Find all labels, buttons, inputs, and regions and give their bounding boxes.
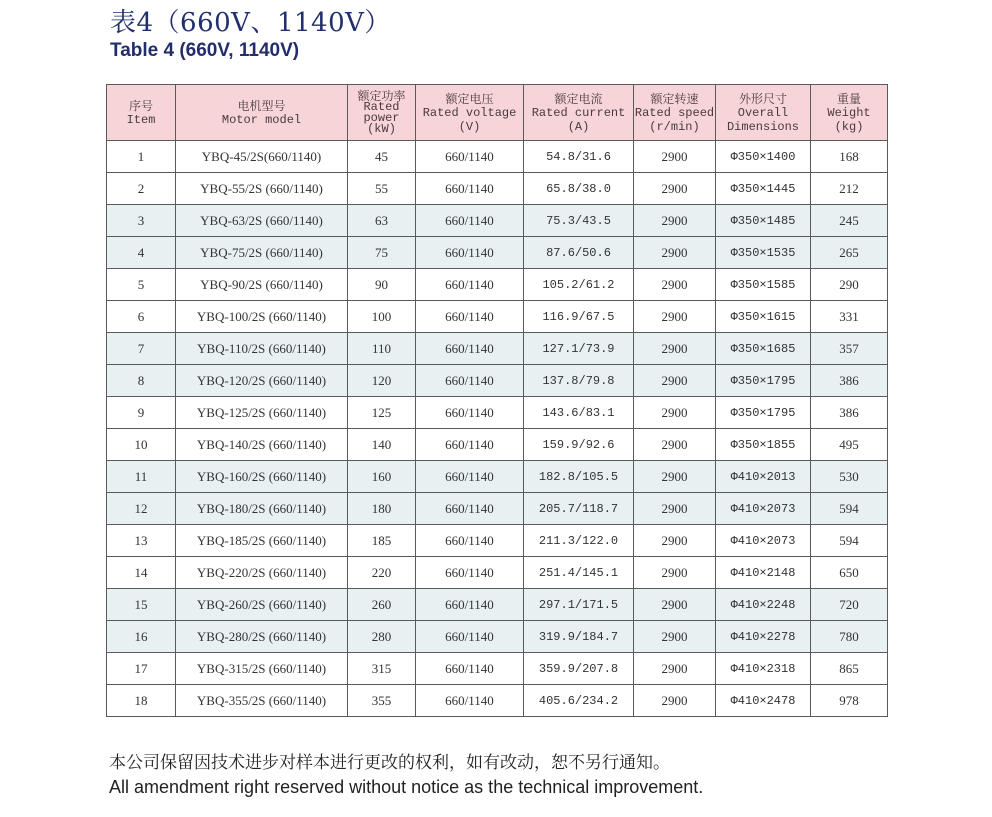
table-cell-rated-power: 140: [348, 429, 416, 461]
table-cell-weight: 594: [811, 493, 888, 525]
table-cell-rated-power: 110: [348, 333, 416, 365]
table-cell-item: 15: [107, 589, 176, 621]
table-cell-motor-model: YBQ-100/2S (660/1140): [176, 301, 348, 333]
table-cell-rated-voltage: 660/1140: [416, 365, 524, 397]
table-row: [107, 141, 888, 173]
table-cell-overall-dimensions: Φ350×1445: [716, 173, 811, 205]
table-cell-rated-power: 355: [348, 685, 416, 717]
table-cell-motor-model: YBQ-63/2S (660/1140): [176, 205, 348, 237]
table-cell-rated-current: 127.1/73.9: [524, 333, 634, 365]
table-cell-rated-current: 75.3/43.5: [524, 205, 634, 237]
table-cell-rated-current: 251.4/145.1: [524, 557, 634, 589]
column-header-en: Overall: [737, 105, 789, 120]
table-cell-overall-dimensions: Φ350×1855: [716, 429, 811, 461]
table-cell-rated-voltage: 660/1140: [416, 237, 524, 269]
column-header-cn: 额定电流: [554, 91, 603, 106]
table-cell-rated-current: 116.9/67.5: [524, 301, 634, 333]
table-cell-weight: 245: [811, 205, 888, 237]
table-cell-rated-current: 211.3/122.0: [524, 525, 634, 557]
table-cell-item: 3: [107, 205, 176, 237]
table-cell-rated-speed: 2900: [634, 493, 716, 525]
table-cell-motor-model: YBQ-160/2S (660/1140): [176, 461, 348, 493]
column-header-en: Dimensions: [726, 119, 799, 134]
table-cell-motor-model: YBQ-55/2S (660/1140): [176, 173, 348, 205]
table-cell-rated-power: 90: [348, 269, 416, 301]
column-header-overall-dimensions: [716, 85, 811, 141]
column-header-en: Rated voltage: [422, 105, 517, 120]
table-cell-overall-dimensions: Φ350×1795: [716, 397, 811, 429]
table-cell-item: 17: [107, 653, 176, 685]
column-header-en: Item: [126, 112, 156, 127]
table-cell-rated-speed: 2900: [634, 141, 716, 173]
table-cell-rated-current: 159.9/92.6: [524, 429, 634, 461]
table-cell-rated-power: 45: [348, 141, 416, 173]
table-row: [107, 397, 888, 429]
table-row: [107, 461, 888, 493]
table-cell-overall-dimensions: Φ350×1685: [716, 333, 811, 365]
table-cell-motor-model: YBQ-315/2S (660/1140): [176, 653, 348, 685]
table-cell-rated-voltage: 660/1140: [416, 461, 524, 493]
table-cell-rated-speed: 2900: [634, 365, 716, 397]
table-cell-rated-voltage: 660/1140: [416, 589, 524, 621]
table-cell-rated-voltage: 660/1140: [416, 397, 524, 429]
table-cell-overall-dimensions: Φ350×1585: [716, 269, 811, 301]
table-cell-rated-current: 359.9/207.8: [524, 653, 634, 685]
table-cell-rated-current: 105.2/61.2: [524, 269, 634, 301]
table-cell-rated-speed: 2900: [634, 589, 716, 621]
table-cell-weight: 650: [811, 557, 888, 589]
table-cell-overall-dimensions: Φ350×1535: [716, 237, 811, 269]
table-row: [107, 653, 888, 685]
table-cell-rated-power: 160: [348, 461, 416, 493]
table-row: [107, 621, 888, 653]
table-cell-rated-voltage: 660/1140: [416, 141, 524, 173]
table-row: [107, 301, 888, 333]
column-header-cn: 外形尺寸: [738, 91, 787, 106]
table-cell-rated-voltage: 660/1140: [416, 493, 524, 525]
table-cell-overall-dimensions: Φ410×2073: [716, 493, 811, 525]
column-header-en: (kg): [834, 119, 864, 134]
table-cell-item: 9: [107, 397, 176, 429]
table-row: [107, 525, 888, 557]
table-row: [107, 429, 888, 461]
table-cell-overall-dimensions: Φ410×2013: [716, 461, 811, 493]
table-cell-motor-model: YBQ-185/2S (660/1140): [176, 525, 348, 557]
table-row: [107, 237, 888, 269]
table-cell-rated-power: 120: [348, 365, 416, 397]
table-cell-item: 2: [107, 173, 176, 205]
column-header-rated-voltage: [416, 85, 524, 141]
column-header-cn: 序号: [128, 98, 153, 113]
table-cell-motor-model: YBQ-75/2S (660/1140): [176, 237, 348, 269]
disclaimer-en: All amendment right reserved without notice as the technical improvement.: [109, 777, 704, 797]
spec-table: [106, 84, 888, 717]
column-header-rated-power: [348, 85, 416, 141]
table-cell-overall-dimensions: Φ350×1615: [716, 301, 811, 333]
column-header-en: (r/min): [649, 119, 700, 134]
column-header-weight: [811, 85, 888, 141]
table-cell-rated-current: 319.9/184.7: [524, 621, 634, 653]
table-cell-rated-voltage: 660/1140: [416, 429, 524, 461]
table-cell-weight: 865: [811, 653, 888, 685]
table-cell-rated-speed: 2900: [634, 205, 716, 237]
table-cell-rated-power: 260: [348, 589, 416, 621]
table-row: [107, 205, 888, 237]
table-cell-rated-voltage: 660/1140: [416, 301, 524, 333]
table-cell-overall-dimensions: Φ410×2248: [716, 589, 811, 621]
header-row: [107, 85, 888, 141]
table-cell-weight: 290: [811, 269, 888, 301]
column-header-cn: 额定转速: [650, 91, 699, 106]
table-cell-item: 10: [107, 429, 176, 461]
table-cell-item: 11: [107, 461, 176, 493]
page-title-en: Table 4 (660V, 1140V): [110, 40, 300, 61]
table-cell-rated-current: 205.7/118.7: [524, 493, 634, 525]
column-header-rated-current: [524, 85, 634, 141]
table-cell-rated-voltage: 660/1140: [416, 173, 524, 205]
column-header-cn: 重量: [836, 91, 861, 106]
table-cell-rated-power: 63: [348, 205, 416, 237]
table-cell-motor-model: YBQ-140/2S (660/1140): [176, 429, 348, 461]
table-cell-overall-dimensions: Φ410×2318: [716, 653, 811, 685]
table-cell-rated-speed: 2900: [634, 525, 716, 557]
table-cell-motor-model: YBQ-355/2S (660/1140): [176, 685, 348, 717]
table-cell-motor-model: YBQ-45/2S(660/1140): [176, 141, 348, 173]
table-row: [107, 269, 888, 301]
table-cell-motor-model: YBQ-180/2S (660/1140): [176, 493, 348, 525]
table-cell-weight: 168: [811, 141, 888, 173]
column-header-en: power: [363, 110, 400, 125]
table-cell-item: 8: [107, 365, 176, 397]
table-cell-rated-voltage: 660/1140: [416, 269, 524, 301]
table-cell-rated-voltage: 660/1140: [416, 557, 524, 589]
column-header-en: (kW): [367, 121, 396, 136]
column-header-en: Rated speed: [634, 105, 715, 120]
table-cell-rated-current: 54.8/31.6: [524, 141, 634, 173]
column-header-cn: 额定功率: [357, 88, 406, 103]
column-header-en: Rated current: [531, 105, 626, 120]
table-cell-motor-model: YBQ-110/2S (660/1140): [176, 333, 348, 365]
table-cell-rated-current: 65.8/38.0: [524, 173, 634, 205]
table-cell-weight: 978: [811, 685, 888, 717]
column-header-item: [107, 85, 176, 141]
table-cell-item: 1: [107, 141, 176, 173]
table-row: [107, 557, 888, 589]
table-cell-rated-voltage: 660/1140: [416, 653, 524, 685]
table-cell-weight: 212: [811, 173, 888, 205]
table-body: [107, 141, 888, 717]
table-row: [107, 685, 888, 717]
table-cell-rated-voltage: 660/1140: [416, 525, 524, 557]
table-cell-rated-voltage: 660/1140: [416, 333, 524, 365]
table-cell-rated-current: 143.6/83.1: [524, 397, 634, 429]
table-cell-rated-voltage: 660/1140: [416, 621, 524, 653]
table-row: [107, 333, 888, 365]
table-cell-weight: 357: [811, 333, 888, 365]
table-cell-motor-model: YBQ-125/2S (660/1140): [176, 397, 348, 429]
table-cell-weight: 594: [811, 525, 888, 557]
table-cell-rated-speed: 2900: [634, 397, 716, 429]
table-cell-weight: 720: [811, 589, 888, 621]
table-cell-weight: 331: [811, 301, 888, 333]
table-cell-weight: 386: [811, 397, 888, 429]
table-cell-rated-speed: 2900: [634, 237, 716, 269]
table-cell-rated-speed: 2900: [634, 429, 716, 461]
table-cell-item: 6: [107, 301, 176, 333]
table-cell-rated-speed: 2900: [634, 333, 716, 365]
table-cell-overall-dimensions: Φ350×1485: [716, 205, 811, 237]
table-cell-rated-power: 280: [348, 621, 416, 653]
table-row: [107, 365, 888, 397]
table-cell-rated-power: 75: [348, 237, 416, 269]
table-cell-rated-speed: 2900: [634, 301, 716, 333]
table-header: [107, 85, 888, 141]
table-cell-rated-power: 315: [348, 653, 416, 685]
table-cell-rated-voltage: 660/1140: [416, 205, 524, 237]
table-cell-item: 13: [107, 525, 176, 557]
table-cell-rated-speed: 2900: [634, 557, 716, 589]
table-cell-motor-model: YBQ-220/2S (660/1140): [176, 557, 348, 589]
table-cell-rated-current: 182.8/105.5: [524, 461, 634, 493]
column-header-motor-model: [176, 85, 348, 141]
table-cell-weight: 495: [811, 429, 888, 461]
table-cell-weight: 530: [811, 461, 888, 493]
table-cell-rated-speed: 2900: [634, 685, 716, 717]
table-cell-rated-power: 55: [348, 173, 416, 205]
table-cell-item: 12: [107, 493, 176, 525]
table-cell-weight: 386: [811, 365, 888, 397]
table-cell-overall-dimensions: Φ350×1795: [716, 365, 811, 397]
table-cell-rated-voltage: 660/1140: [416, 685, 524, 717]
table-cell-overall-dimensions: Φ350×1400: [716, 141, 811, 173]
table-cell-weight: 780: [811, 621, 888, 653]
table-cell-item: 14: [107, 557, 176, 589]
table-cell-rated-power: 100: [348, 301, 416, 333]
table-cell-rated-power: 180: [348, 493, 416, 525]
table-cell-rated-power: 220: [348, 557, 416, 589]
table-cell-motor-model: YBQ-120/2S (660/1140): [176, 365, 348, 397]
table-cell-overall-dimensions: Φ410×2278: [716, 621, 811, 653]
table-cell-overall-dimensions: Φ410×2478: [716, 685, 811, 717]
table-row: [107, 173, 888, 205]
table-cell-rated-speed: 2900: [634, 173, 716, 205]
column-header-en: Motor model: [221, 112, 302, 127]
table-cell-item: 4: [107, 237, 176, 269]
table-cell-rated-power: 125: [348, 397, 416, 429]
table-cell-rated-power: 185: [348, 525, 416, 557]
column-header-en: (A): [567, 119, 590, 134]
column-header-cn: 额定电压: [445, 91, 494, 106]
table-cell-overall-dimensions: Φ410×2073: [716, 525, 811, 557]
table-cell-item: 16: [107, 621, 176, 653]
column-header-en: Weight: [827, 105, 871, 120]
table-cell-rated-speed: 2900: [634, 269, 716, 301]
column-header-en: Rated: [363, 99, 400, 114]
table-cell-overall-dimensions: Φ410×2148: [716, 557, 811, 589]
table-cell-item: 18: [107, 685, 176, 717]
table-cell-rated-current: 297.1/171.5: [524, 589, 634, 621]
table-cell-motor-model: YBQ-280/2S (660/1140): [176, 621, 348, 653]
disclaimer-cn: 本公司保留因技术进步对样本进行更改的权利，如有改动，恕不另行通知。: [109, 753, 670, 773]
table-cell-rated-current: 405.6/234.2: [524, 685, 634, 717]
table-cell-rated-current: 137.8/79.8: [524, 365, 634, 397]
table-cell-motor-model: YBQ-90/2S (660/1140): [176, 269, 348, 301]
table-cell-rated-speed: 2900: [634, 653, 716, 685]
column-header-cn: 电机型号: [237, 98, 286, 113]
table-cell-rated-speed: 2900: [634, 461, 716, 493]
column-header-rated-speed: [634, 85, 716, 141]
table-cell-weight: 265: [811, 237, 888, 269]
column-header-en: (V): [458, 119, 481, 134]
table-cell-item: 5: [107, 269, 176, 301]
table-row: [107, 589, 888, 621]
table-row: [107, 493, 888, 525]
table-cell-rated-current: 87.6/50.6: [524, 237, 634, 269]
table-cell-rated-speed: 2900: [634, 621, 716, 653]
page-title-cn: 表4（660V、1140V）: [110, 8, 391, 38]
table-cell-motor-model: YBQ-260/2S (660/1140): [176, 589, 348, 621]
table-cell-item: 7: [107, 333, 176, 365]
